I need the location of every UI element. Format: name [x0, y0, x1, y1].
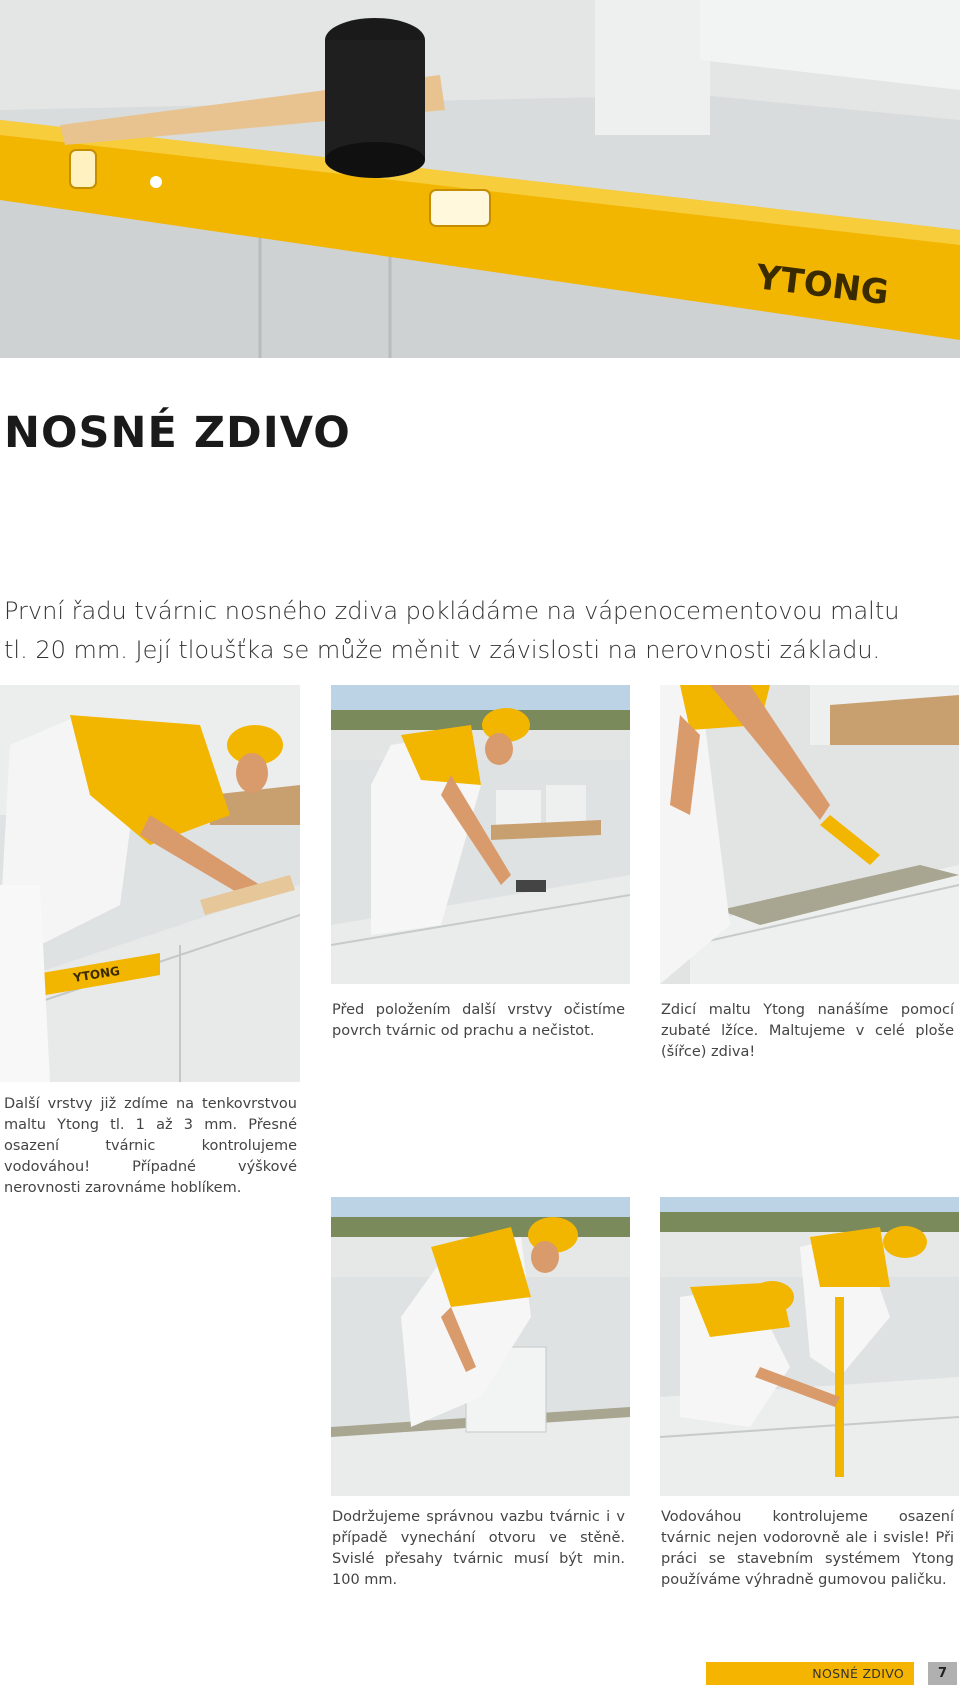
photo-cleaning: [331, 685, 630, 984]
photo-level-check: [660, 1197, 959, 1496]
page-number-box: [928, 1662, 957, 1685]
caption-thin-mortar: Další vrstvy již zdíme na tenkovrstvou maltu Ytong tl. 1 až 3 mm. Přesné osazení tvárnic kontrolujeme vodováhou! Případné výškové nerovnosti zarovnáme hoblíkem.: [4, 1096, 297, 1196]
intro-paragraph: První řadu tvárnic nosného zdiva pokládáme na vápenocementovou maltu tl. 20 mm. Její tloušťka se může měnit v závislosti na nerovnosti základu.: [4, 597, 900, 664]
caption-bond: Dodržujeme správnou vazbu tvárnic i v případě vynechání otvoru ve stěně. Svislé přesahy tvárnic musí být min. 100 mm.: [332, 1509, 625, 1588]
page-title: NOSNÉ ZDIVO: [4, 408, 351, 458]
level-brand: YTONG: [72, 963, 121, 985]
photo-planing: [0, 685, 300, 1082]
caption-mortar: Zdicí maltu Ytong nanášíme pomocí zubaté lžíce. Maltujeme v celé ploše (šířce) zdiva!: [661, 1002, 954, 1060]
caption-cleaning: Před položením další vrstvy očistíme povrch tvárnic od prachu a nečistot.: [332, 1002, 625, 1039]
caption-level-check: Vodováhou kontrolujeme osazení tvárnic nejen vodorovně ale i svisle! Při práci se stavebním systémem Ytong používáme výhradně gumovou paličku.: [661, 1509, 954, 1588]
hero-level-brand: YTONG: [753, 257, 891, 314]
photo-bond: [331, 1197, 630, 1496]
photo-mortar: [660, 685, 959, 984]
footer-section-bar: [706, 1662, 914, 1685]
page-number: 7: [937, 1666, 948, 1681]
footer-section-label: NOSNÉ ZDIVO: [812, 1666, 904, 1681]
hero-photo: [0, 0, 960, 358]
